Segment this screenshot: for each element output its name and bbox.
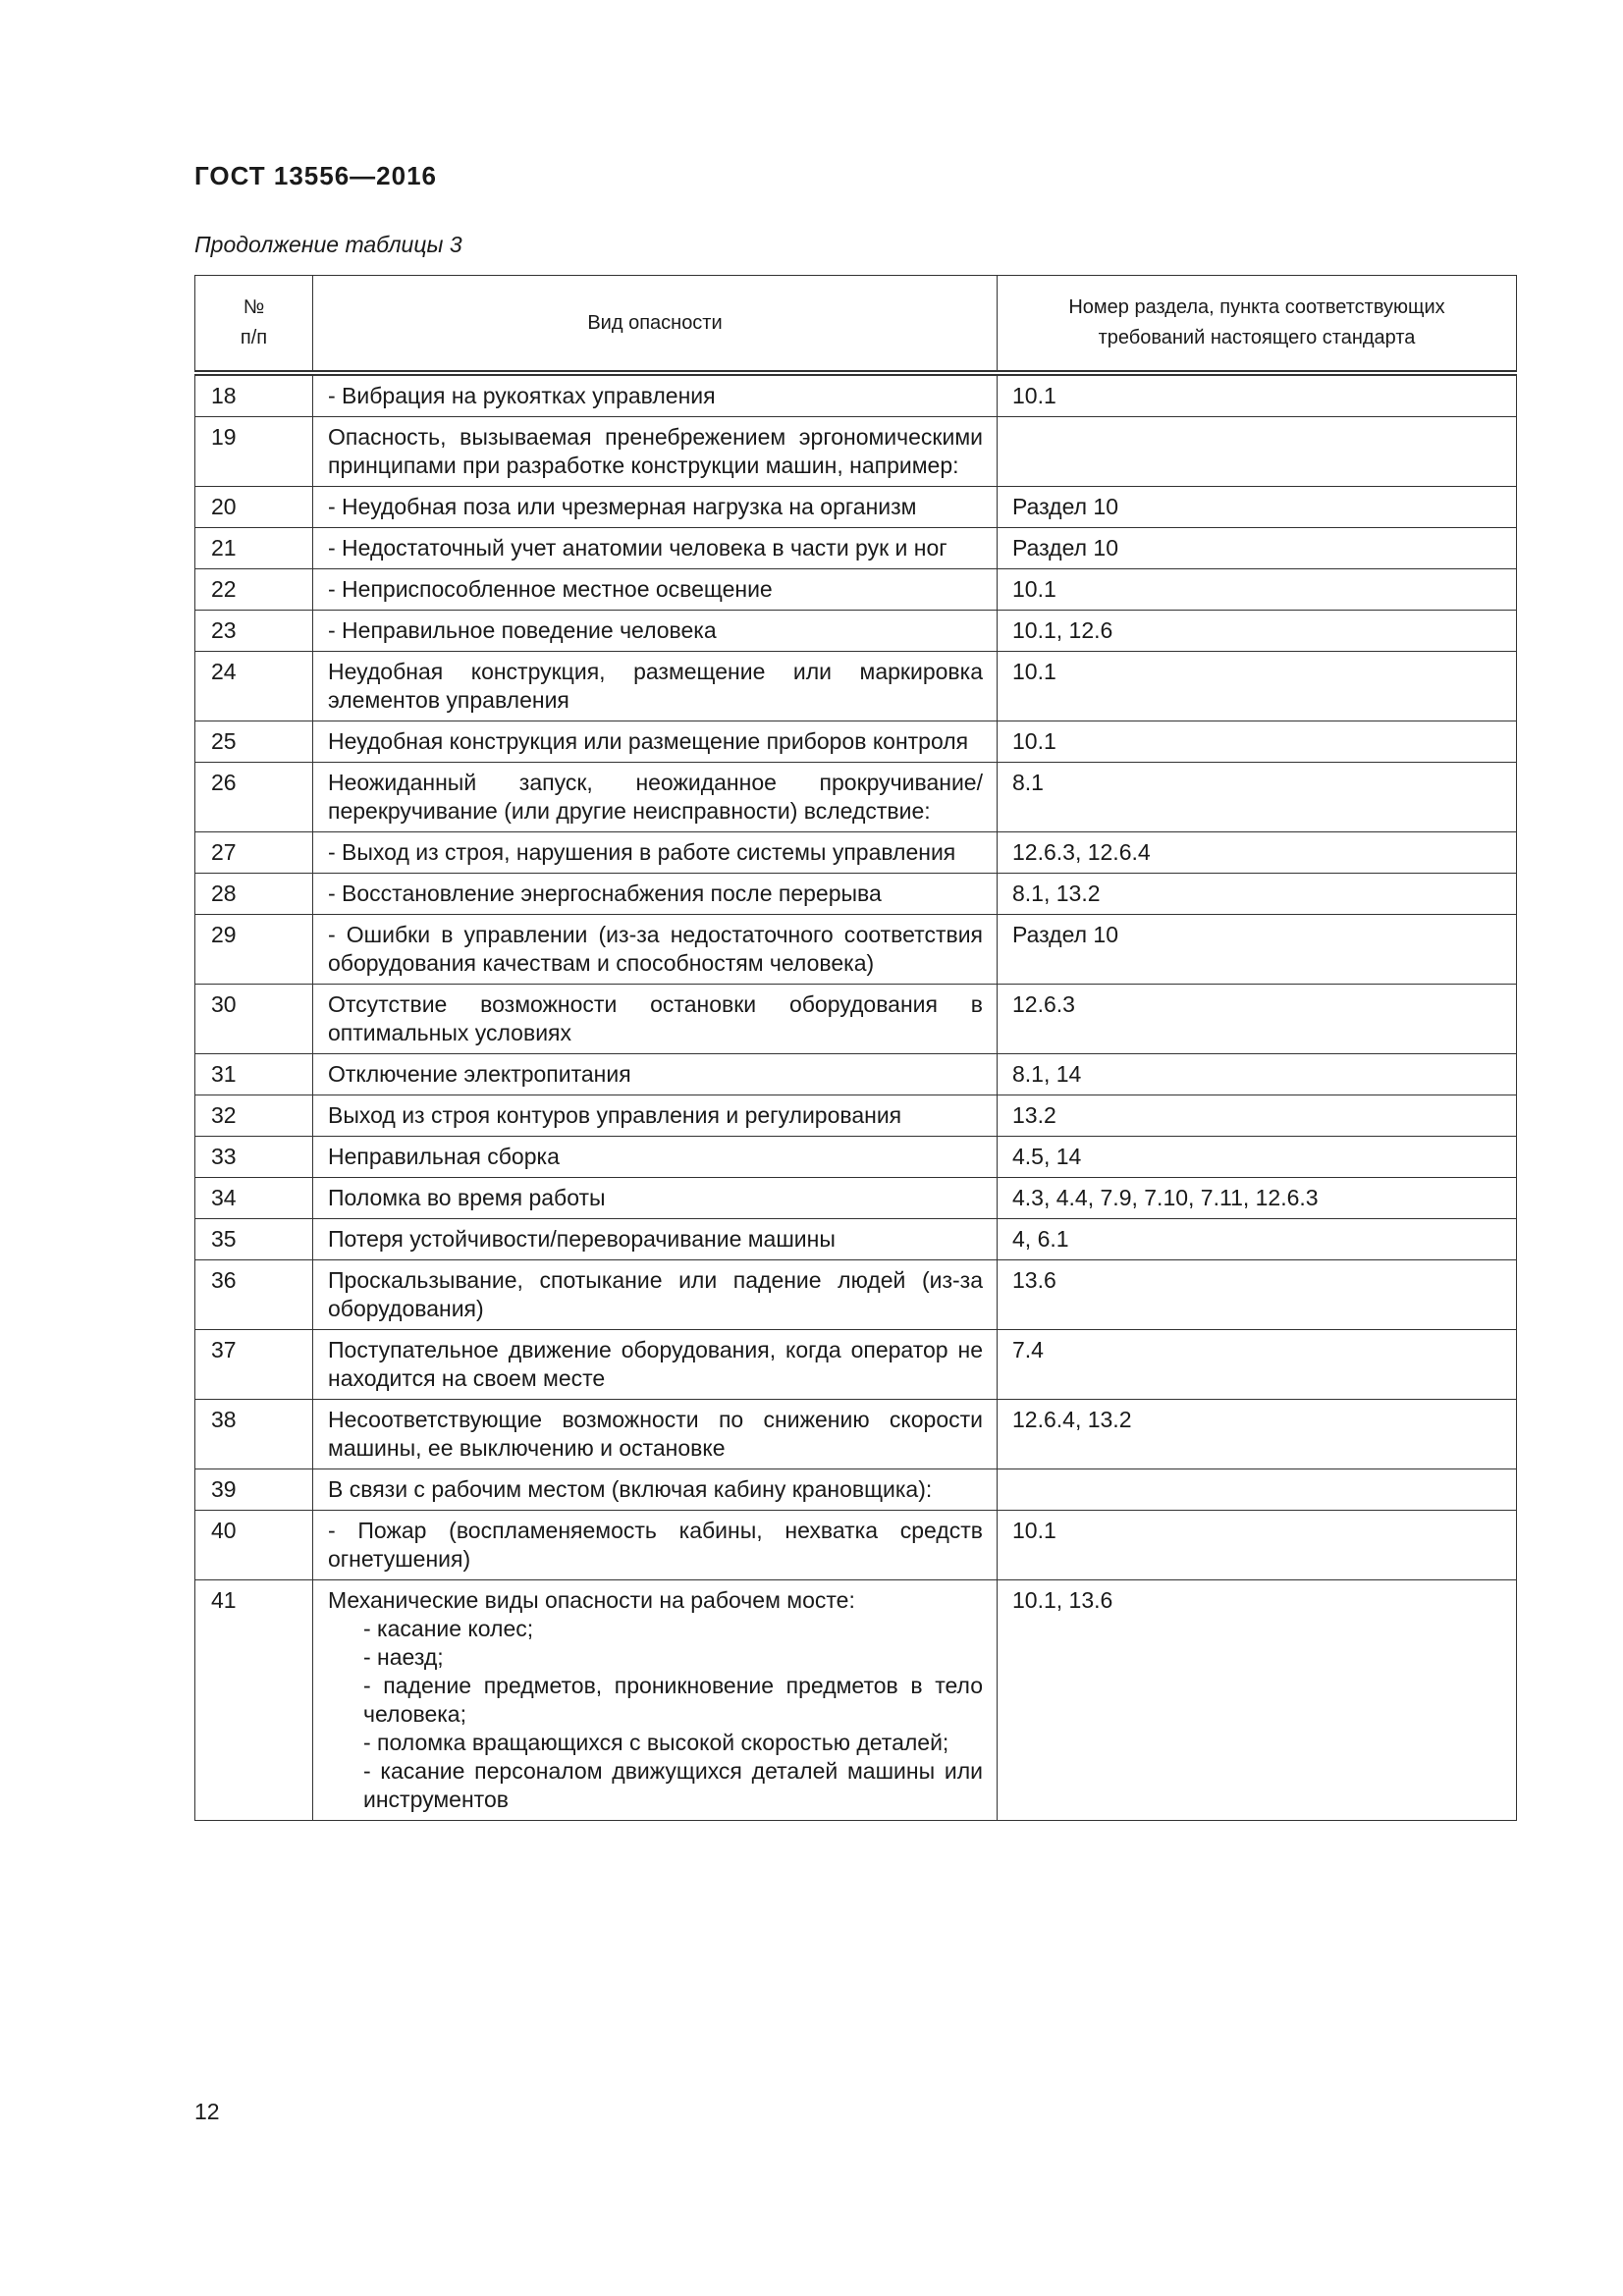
row-number: 37 (195, 1330, 313, 1400)
row-number: 36 (195, 1260, 313, 1330)
row-number: 34 (195, 1178, 313, 1219)
row-hazard: Отсутствие возможности остановки оборудования в оптимальных условиях (313, 985, 998, 1054)
table-row (195, 528, 1517, 569)
table-row (195, 611, 1517, 652)
row-number: 41 (195, 1580, 313, 1821)
row-reference: 4.3, 4.4, 7.9, 7.10, 7.11, 12.6.3 (998, 1178, 1517, 1219)
column-header-reference (998, 276, 1517, 374)
row-number: 35 (195, 1219, 313, 1260)
row-reference: 12.6.4, 13.2 (998, 1400, 1517, 1469)
row-hazard: Неправильная сборка (313, 1137, 998, 1178)
table-row (195, 832, 1517, 874)
row-number: 39 (195, 1469, 313, 1511)
row-hazard: Неожиданный запуск, неожиданное прокручивание/перекручивание (или другие неисправности) вследствие: (313, 763, 998, 832)
row-hazard: - Пожар (воспламеняемость кабины, нехватка средств огнетушения) (313, 1511, 998, 1580)
row-number: 21 (195, 528, 313, 569)
table-row (195, 1137, 1517, 1178)
row-number: 18 (195, 373, 313, 417)
row-reference: Раздел 10 (998, 915, 1517, 985)
row-reference: 10.1 (998, 569, 1517, 611)
row-reference: 13.6 (998, 1260, 1517, 1330)
row-reference: 10.1 (998, 652, 1517, 721)
row-hazard: - Неправильное поведение человека (313, 611, 998, 652)
row-number: 22 (195, 569, 313, 611)
row-reference (998, 417, 1517, 487)
row-reference: Раздел 10 (998, 487, 1517, 528)
row-number: 33 (195, 1137, 313, 1178)
row-number: 40 (195, 1511, 313, 1580)
hazard-list-item: - касание колес; (363, 1616, 534, 1641)
table-row (195, 985, 1517, 1054)
row-number: 30 (195, 985, 313, 1054)
row-number: 29 (195, 915, 313, 985)
hazard-list-item: - наезд; (363, 1644, 444, 1670)
row-reference: 8.1, 14 (998, 1054, 1517, 1095)
row-number: 20 (195, 487, 313, 528)
row-hazard: Отключение электропитания (313, 1054, 998, 1095)
row-hazard: Опасность, вызываемая пренебрежением эргономическими принципами при разработке конструкции машин, например: (313, 417, 998, 487)
row-hazard: Несоответствующие возможности по снижению скорости машины, ее выключению и остановке (313, 1400, 998, 1469)
row-hazard: Проскальзывание, спотыкание или падение людей (из-за оборудования) (313, 1260, 998, 1330)
row-reference: 10.1, 12.6 (998, 611, 1517, 652)
hazard-list-item: - касание персоналом движущихся деталей машины или инструментов (363, 1758, 983, 1812)
table-row (195, 1580, 1517, 1821)
column-header-reference-line2: требований настоящего стандарта (1098, 327, 1416, 348)
row-number: 19 (195, 417, 313, 487)
row-reference (998, 1469, 1517, 1511)
row-reference: 4, 6.1 (998, 1219, 1517, 1260)
row-hazard: - Неудобная поза или чрезмерная нагрузка на организм (313, 487, 998, 528)
row-reference: Раздел 10 (998, 528, 1517, 569)
row-hazard: Выход из строя контуров управления и регулирования (313, 1095, 998, 1137)
row-number: 24 (195, 652, 313, 721)
row-hazard: Потеря устойчивости/переворачивание машины (313, 1219, 998, 1260)
row-hazard: - Восстановление энергоснабжения после перерыва (313, 874, 998, 915)
row-reference: 10.1, 13.6 (998, 1580, 1517, 1821)
hazards-table (194, 275, 1517, 1821)
row-hazard: - Ошибки в управлении (из-за недостаточного соответствия оборудования качествам и способностям человека) (313, 915, 998, 985)
row-reference: 10.1 (998, 1511, 1517, 1580)
row-number: 32 (195, 1095, 313, 1137)
row-reference: 10.1 (998, 721, 1517, 763)
column-header-number-line2: п/п (240, 327, 268, 348)
row-hazard: - Вибрация на рукоятках управления (313, 373, 998, 417)
row-number: 28 (195, 874, 313, 915)
row-hazard: - Неприспособленное местное освещение (313, 569, 998, 611)
row-reference: 12.6.3, 12.6.4 (998, 832, 1517, 874)
table-row (195, 874, 1517, 915)
hazard-list-item: - падение предметов, проникновение предметов в тело человека; (363, 1673, 983, 1727)
row-hazard: В связи с рабочим местом (включая кабину крановщика): (313, 1469, 998, 1511)
row-number: 25 (195, 721, 313, 763)
table-body (195, 373, 1517, 1821)
table-caption: Продолжение таблицы 3 (194, 232, 462, 257)
row-reference: 12.6.3 (998, 985, 1517, 1054)
table-row (195, 915, 1517, 985)
row-reference: 13.2 (998, 1095, 1517, 1137)
row-reference: 4.5, 14 (998, 1137, 1517, 1178)
table-row (195, 1400, 1517, 1469)
row-number: 38 (195, 1400, 313, 1469)
row-hazard: Неудобная конструкция, размещение или маркировка элементов управления (313, 652, 998, 721)
row-hazard: - Недостаточный учет анатомии человека в части рук и ног (313, 528, 998, 569)
table-row (195, 652, 1517, 721)
hazard-list-item: - поломка вращающихся с высокой скоростью деталей; (363, 1730, 949, 1755)
column-header-hazard: Вид опасности (313, 276, 998, 374)
table-header-row (195, 276, 1517, 374)
table-row (195, 1469, 1517, 1511)
row-hazard: Неудобная конструкция или размещение приборов контроля (313, 721, 998, 763)
row-reference: 8.1, 13.2 (998, 874, 1517, 915)
row-hazard: Поломка во время работы (313, 1178, 998, 1219)
table-row (195, 1054, 1517, 1095)
table-row (195, 487, 1517, 528)
table-row (195, 1095, 1517, 1137)
column-header-reference-line1: Номер раздела, пункта соответствующих (1068, 296, 1445, 318)
row-hazard: - Выход из строя, нарушения в работе системы управления (313, 832, 998, 874)
table-row (195, 721, 1517, 763)
column-header-number (195, 276, 313, 374)
table-row (195, 1260, 1517, 1330)
table-row (195, 1219, 1517, 1260)
row-number: 31 (195, 1054, 313, 1095)
row-number: 26 (195, 763, 313, 832)
table-row (195, 417, 1517, 487)
page-number: 12 (194, 2099, 220, 2124)
row-reference: 10.1 (998, 373, 1517, 417)
table-row (195, 1330, 1517, 1400)
document-title: ГОСТ 13556—2016 (194, 161, 437, 190)
table-row (195, 569, 1517, 611)
table-row (195, 1178, 1517, 1219)
row-reference: 8.1 (998, 763, 1517, 832)
row-number: 23 (195, 611, 313, 652)
table-row (195, 373, 1517, 417)
table-row (195, 763, 1517, 832)
row-reference: 7.4 (998, 1330, 1517, 1400)
hazard-list-intro: Механические виды опасности на рабочем мосте: (328, 1587, 855, 1613)
table-row (195, 1511, 1517, 1580)
row-hazard-list (313, 1580, 998, 1821)
row-hazard: Поступательное движение оборудования, когда оператор не находится на своем месте (313, 1330, 998, 1400)
column-header-number-line1: № (243, 296, 265, 318)
row-number: 27 (195, 832, 313, 874)
